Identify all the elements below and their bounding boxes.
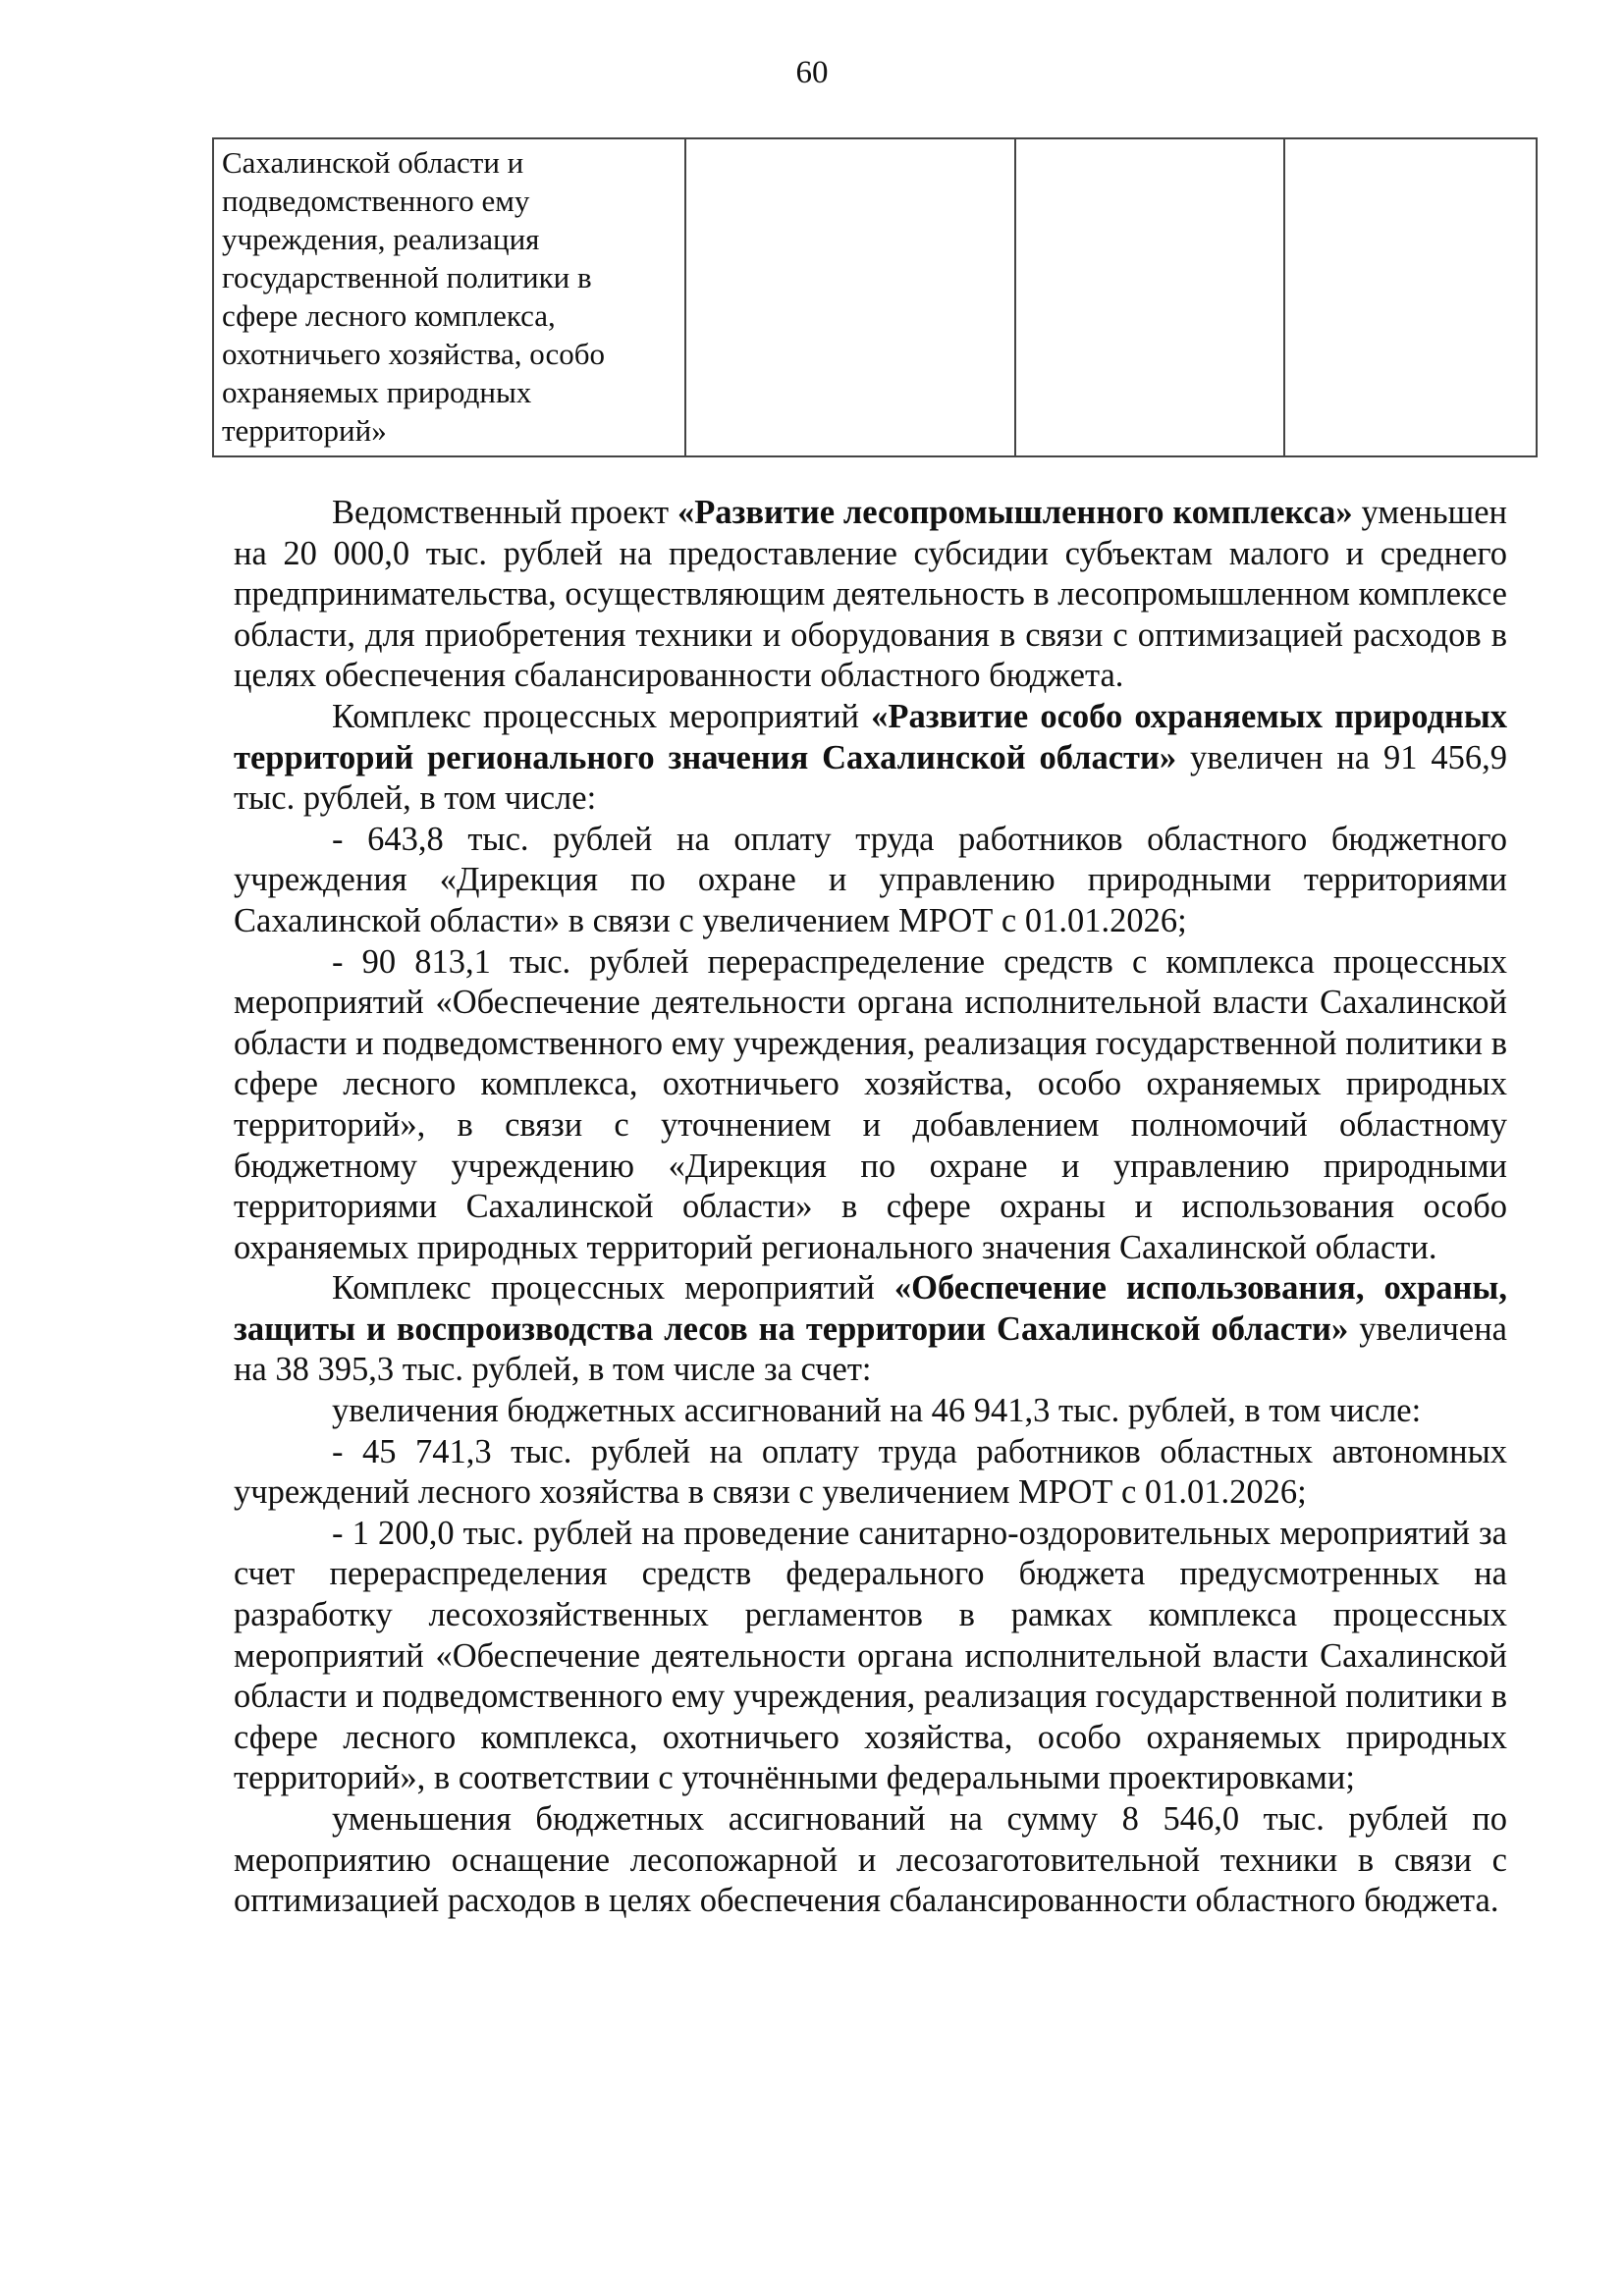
complex-title: «Обеспечение использования, охраны, защиты и воспроизводства лесов на территории Сахалинской области» (234, 1269, 1507, 1348)
paragraph-text: Комплекс процессных мероприятий (332, 1269, 894, 1308)
cell-line: Сахалинской области и (222, 145, 524, 180)
table-cell-description (213, 138, 685, 456)
paragraph-protected-areas-complex (234, 697, 1507, 820)
paragraph-text: Комплекс процессных мероприятий (332, 697, 872, 735)
paragraph-item-wages (234, 820, 1507, 942)
paragraph-item-redistribution (234, 942, 1507, 1269)
continuation-table (212, 137, 1538, 457)
cell-line: охраняемых природных (222, 375, 532, 409)
cell-line: подведомственного ему (222, 184, 530, 218)
complex-title: «Развитие особо охраняемых природных территорий регионального значения Сахалинской области» (234, 697, 1508, 776)
paragraph-increase (234, 1391, 1507, 1432)
table-row (213, 138, 1537, 456)
cell-line: охотничьего хозяйства, особо (222, 337, 606, 371)
cell-text (214, 139, 684, 450)
cell-line: учреждения, реализация (222, 222, 540, 256)
paragraph-text: увеличен на 91 456,9 тыс. рублей, в том числе: (234, 738, 1507, 818)
table-cell-empty (1284, 138, 1537, 456)
paragraph-text: - 1 200,0 тыс. рублей на проведение санитарно-оздоровительных мероприятий за счет перераспределения средств федерального бюджета предусмотренных на разработку лесохозяйственных регламентов в рамках комплекса процессных мероприятий «Обеспечение деятельности органа исполнительной власти Сахалинской области и подведомственного ему учреждения, реализация государственной политики в сфере лесного комплекса, охотничьего хозяйства, особо охраняемых природных территорий», в соответствии с уточнёнными федеральными проектировками; (234, 1514, 1507, 1797)
paragraph-item-forestry-wages (234, 1432, 1507, 1514)
paragraph-text: Ведомственный проект (332, 494, 677, 531)
paragraph-text: - 45 741,3 тыс. рублей на оплату труда работников областных автономных учреждений лесного хозяйства в связи с увеличением МРОТ с 01.01.2026; (234, 1432, 1507, 1512)
paragraph-text: увеличения бюджетных ассигнований на 46 941,3 тыс. рублей, в том числе: (332, 1392, 1422, 1430)
paragraph-text: - 90 813,1 тыс. рублей перераспределение средств с комплекса процессных мероприятий «Обеспечение деятельности органа исполнительной власти Сахалинской области и подведомственного ему учреждения, реализация государственной политики в сфере лесного комплекса, охотничьего хозяйства, особо охраняемых природных территорий», в связи с уточнением и добавлением полномочий областному бюджетному учреждению «Дирекция по охране и управлению природными территориями Сахалинской области» в сфере охраны и использования особо охраняемых природных территорий регионального значения Сахалинской области. (234, 942, 1507, 1266)
paragraph-decrease (234, 1799, 1507, 1922)
cell-line: территорий» (222, 413, 387, 448)
paragraph-text: увеличена на 38 395,3 тыс. рублей, в том числе за счет: (234, 1309, 1507, 1389)
paragraph-forest-industry-project (234, 493, 1507, 697)
paragraph-item-sanitary-measures (234, 1514, 1507, 1799)
table-cell-empty (685, 138, 1015, 456)
paragraph-text: уменьшения бюджетных ассигнований на сумму 8 546,0 тыс. рублей по мероприятию оснащение лесопожарной и лесозаготовительной техники в связи с оптимизацией расходов в целях обеспечения сбалансированности областного бюджета. (234, 1800, 1507, 1920)
paragraph-text: уменьшен на 20 000,0 тыс. рублей на предоставление субсидии субъектам малого и среднего предпринимательства, осуществляющим деятельность в лесопромышленном комплексе области, для приобретения техники и оборудования в связи с оптимизацией расходов в целях обеспечения сбалансированности областного бюджета. (234, 494, 1507, 695)
document-body (234, 493, 1507, 1922)
paragraph-text: - 643,8 тыс. рублей на оплату труда работников областного бюджетного учреждения «Дирекция по охране и управлению природными территориями Сахалинской области» в связи с увеличением МРОТ с 01.01.2026; (234, 820, 1507, 939)
cell-line: государственной политики в (222, 260, 592, 294)
table-cell-empty (1015, 138, 1284, 456)
paragraph-forest-protection-complex (234, 1268, 1507, 1391)
cell-line: сфере лесного комплекса, (222, 298, 556, 333)
project-title: «Развитие лесопромышленного комплекса» (677, 494, 1353, 531)
page-number: 60 (795, 55, 829, 90)
